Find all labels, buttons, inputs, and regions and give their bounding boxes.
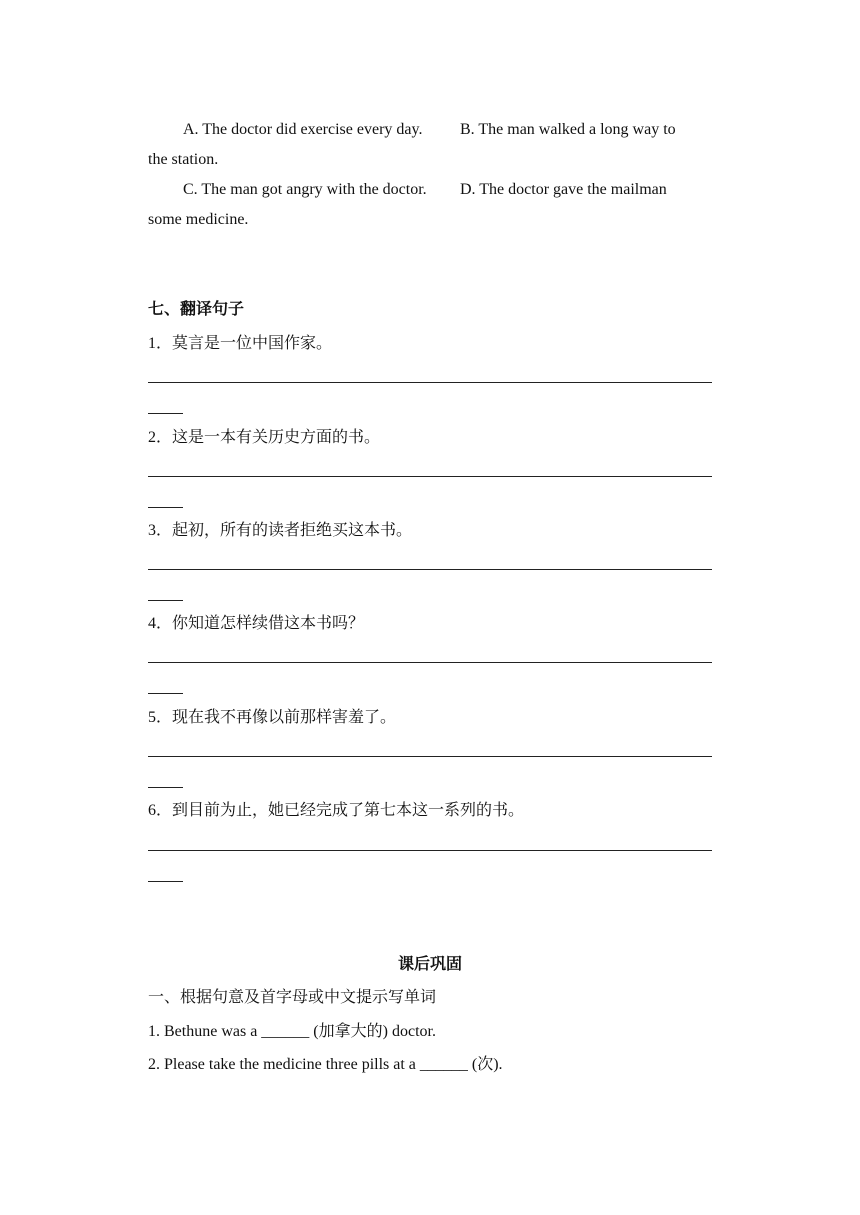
after-class-section-1-title: 一、根据句意及首字母或中文提示写单词	[148, 989, 437, 1006]
answer-line-6[interactable]	[148, 850, 712, 851]
answer-line-4[interactable]	[148, 662, 712, 663]
answer-line-1[interactable]	[148, 382, 712, 383]
fill-in-item-1: 1. Bethune was a ______ (加拿大的) doctor.	[148, 1023, 436, 1040]
answer-line-5[interactable]	[148, 756, 712, 757]
option-b: B. The man walked a long way to	[460, 121, 676, 138]
translation-prompt-6: 6．到目前为止，她已经完成了第七本这一系列的书。	[148, 802, 525, 819]
translation-prompt-3: 3．起初，所有的读者拒绝买这本书。	[148, 522, 413, 539]
answer-line-3-tail	[148, 600, 183, 601]
after-class-title: 课后巩固	[397, 956, 462, 973]
option-b-continued: the station.	[148, 151, 219, 168]
option-d-continued: some medicine.	[148, 211, 249, 228]
answer-line-1-tail	[148, 413, 183, 414]
answer-line-5-tail	[148, 787, 183, 788]
section-7-title: 七、翻译句子	[148, 301, 245, 318]
translation-prompt-2: 2．这是一本有关历史方面的书。	[148, 429, 381, 446]
translation-prompt-1: 1．莫言是一位中国作家。	[148, 335, 333, 352]
answer-line-2[interactable]	[148, 476, 712, 477]
answer-line-2-tail	[148, 507, 183, 508]
answer-line-3[interactable]	[148, 569, 712, 570]
option-d: D. The doctor gave the mailman	[460, 181, 667, 198]
translation-prompt-5: 5．现在我不再像以前那样害羞了。	[148, 709, 397, 726]
option-c: C. The man got angry with the doctor.	[183, 181, 427, 198]
answer-line-4-tail	[148, 693, 183, 694]
answer-line-6-tail	[148, 881, 183, 882]
fill-in-item-2: 2. Please take the medicine three pills at a ______ (次).	[148, 1056, 503, 1073]
option-a: A. The doctor did exercise every day.	[183, 121, 423, 138]
translation-prompt-4: 4．你知道怎样续借这本书吗？	[148, 615, 365, 632]
